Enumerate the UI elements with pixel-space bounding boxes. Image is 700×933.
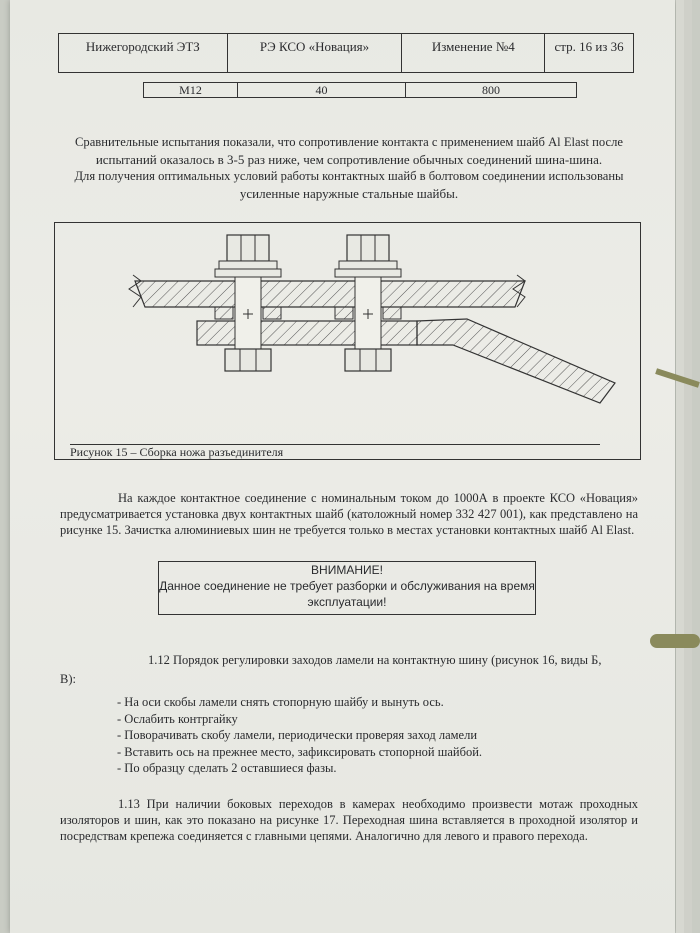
binder-ring <box>650 634 700 648</box>
header-change: Изменение №4 <box>402 34 545 72</box>
intro-line-1: Сравнительные испытания показали, что сопротивление контакта с применением шайб Al Elast после <box>75 135 623 149</box>
upper-bus-bar <box>135 281 525 307</box>
lower-bus-bar <box>197 321 417 345</box>
list-item: - Вставить ось на прежнее место, зафиксировать стопорной шайбой. <box>117 744 483 759</box>
bolt-assembly-drawing <box>55 223 640 459</box>
figure-caption: Рисунок 15 – Сборка ножа разъединителя <box>70 444 600 459</box>
intro-line-2: испытаний оказалось в 3-5 раз ниже, чем сопротивление обычных соединений шина-шина. <box>95 152 603 167</box>
page-edge <box>684 0 692 933</box>
heading-line-b: В): <box>60 672 76 686</box>
intro-paragraph <box>60 134 638 202</box>
list-item: - По образцу сделать 2 оставшиеся фазы. <box>117 761 337 775</box>
header-org: Нижегородский ЭТЗ <box>59 34 228 72</box>
warning-box <box>158 561 536 615</box>
warning-line-1: Данное соединение не требует разборки и обслуживания на время <box>159 579 535 593</box>
header-table <box>58 33 634 73</box>
document-page <box>10 0 675 933</box>
intro-line-3: Для получения оптимальных условий работы контактных шайб в болтовом соединении использованы <box>74 169 624 183</box>
heading-line-a: 1.12 Порядок регулировки заходов ламели на контактную шину (рисунок 16, виды Б, <box>148 653 602 667</box>
warning-line-2: эксплуатации! <box>307 595 387 609</box>
header-page: стр. 16 из 36 <box>554 39 624 54</box>
list-item: - Ослабить контргайку <box>117 711 238 726</box>
spec-table-row <box>143 82 577 98</box>
section-1-12-heading <box>60 652 638 687</box>
contact-paragraph: На каждое контактное соединение с номинальным током до 1000А в проекте КСО «Новация» предусматривается установка двух контактных шайб (католожный номер 332 427 001), как представлено на рисунке 15. Зачистка алюминиевых шин не требуется только в местах установки контактных шайб Al Elast. <box>60 491 638 537</box>
header-doc: РЭ КСО «Новация» <box>228 34 403 72</box>
warning-title: ВНИМАНИЕ! <box>311 563 383 577</box>
figure-15 <box>54 222 641 460</box>
spec-val2: 800 <box>482 83 500 97</box>
spec-val1: 40 <box>238 83 406 97</box>
adjustment-steps-list <box>117 694 482 777</box>
list-item: - На оси скобы ламели снять стопорную шайбу и вынуть ось. <box>117 695 444 709</box>
spec-size: M12 <box>144 83 238 97</box>
page-edge <box>676 0 684 933</box>
knife-blade <box>417 319 615 403</box>
list-item: - Поворачивать скобу ламели, периодически проверяя заход ламели <box>117 728 478 742</box>
intro-line-4: усиленные наружные стальные шайбы. <box>239 186 459 201</box>
section-1-13-paragraph: 1.13 При наличии боковых переходов в камерах необходимо произвести мотаж проходных изоляторов и шин, как это показано на рисунке 17. Переходная шина вставляется в проходной изолятор и посредствам крепежа соединяется с главными цепями. Аналогично для левого и правого перехода. <box>60 797 638 843</box>
